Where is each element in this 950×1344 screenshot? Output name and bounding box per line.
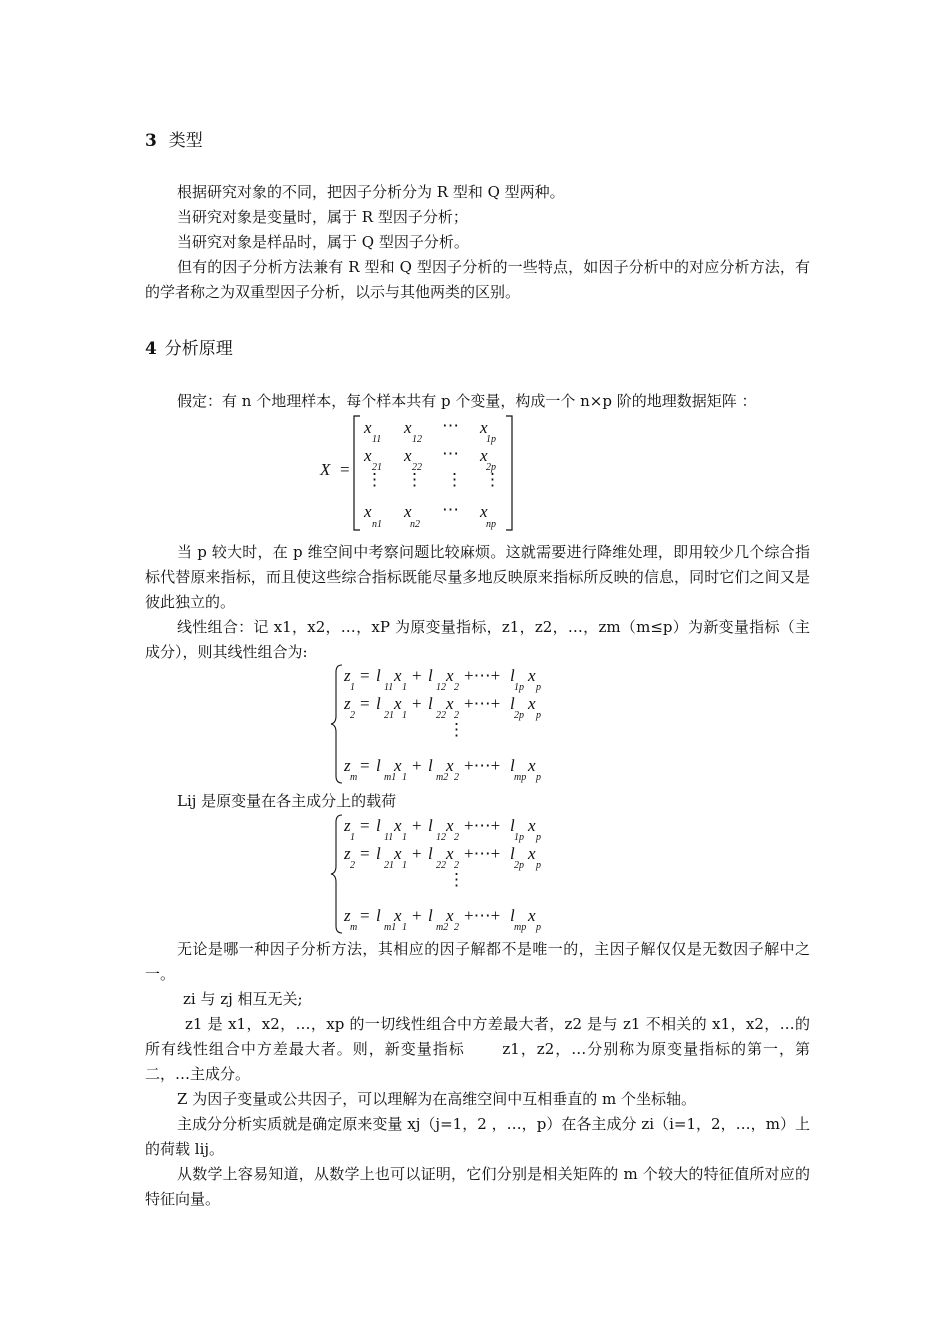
paragraph-eigen: 从数学上容易知道，从数学上也可以证明，它们分别是相关矩阵的 m 个较大的特征值所对应的特征向量。 (145, 1165, 810, 1208)
matrix-subscript: 12 (412, 434, 422, 445)
paragraph: 根据研究对象的不同，把因子分析分为 R 型和 Q 型两种。 (177, 183, 565, 201)
eq-l: l (510, 816, 515, 835)
paragraph-Z: Z 为因子变量或公共因子，可以理解为在高维空间中互相垂直的 m 个坐标轴。 (177, 1090, 696, 1108)
eq-z: z (344, 906, 351, 925)
eq-x-subscript: 1 (402, 710, 407, 721)
matrix-subscript: 2p (486, 462, 496, 473)
matrix-subscript: 11 (372, 434, 382, 445)
eq-x-subscript: p (536, 832, 541, 843)
eq-x: x (394, 906, 402, 925)
eq-l: l (428, 694, 433, 713)
eq-x: x (446, 666, 454, 685)
eq-l: l (376, 816, 381, 835)
eq-x-subscript: p (536, 682, 541, 693)
left-brace (330, 664, 344, 784)
eq-x-subscript: 2 (454, 860, 459, 871)
eq-plus: + (412, 816, 422, 835)
paragraph: 当研究对象是变量时，属于 R 型因子分析； (177, 208, 468, 226)
linear-combination-system (330, 662, 580, 786)
eq-x-subscript: 2 (454, 832, 459, 843)
left-brace (330, 814, 344, 934)
eq-z-subscript: m (350, 772, 358, 783)
matrix-cell: x (404, 446, 412, 465)
matrix-cell: ⋯ (442, 416, 459, 435)
eq-l-subscript: 1p (514, 682, 524, 693)
eq-l-subscript: 12 (436, 682, 446, 693)
eq-plus: + (412, 694, 422, 713)
eq-l: l (510, 694, 515, 713)
matrix-cell: ⋮ (484, 470, 501, 489)
paragraph-lij: Lij 是原变量在各主成分上的载荷 (177, 792, 397, 810)
eq-plus: + (412, 906, 422, 925)
eq-equals: = (360, 816, 370, 835)
eq-l-subscript: 22 (436, 710, 446, 721)
eq-vdots: ⋮ (448, 720, 465, 739)
matrix-subscript: 22 (412, 462, 422, 473)
matrix-subscript: 1p (486, 434, 496, 445)
eq-l: l (376, 756, 381, 775)
data-matrix (300, 410, 540, 536)
matrix-subscript: n2 (410, 519, 420, 530)
paragraph-z1: z1 是 x1，x2，…，xp 的一切线性组合中方差最大者，z2 是与 z1 不相关的 x1，x2，…的所有线性组合中方差最大者。则，新变量指标 z1，z2，…分别称为原变量指标的第一，第二，…主成分。 (145, 1015, 810, 1083)
eq-l-subscript: 21 (384, 860, 394, 871)
matrix-cell: ⋮ (366, 470, 383, 489)
eq-x: x (394, 666, 402, 685)
section-number: 3 (145, 131, 157, 151)
eq-l-subscript: 2p (514, 710, 524, 721)
eq-z: z (344, 666, 351, 685)
eq-equals: = (360, 906, 370, 925)
eq-ellipsis: +⋯+ (464, 756, 501, 775)
eq-x: x (446, 694, 454, 713)
section-number: 4 (145, 339, 157, 359)
eq-l: l (428, 756, 433, 775)
eq-equals: = (360, 844, 370, 863)
eq-x-subscript: 1 (402, 772, 407, 783)
eq-x-subscript: p (536, 772, 541, 783)
eq-equals: = (360, 756, 370, 775)
eq-l: l (510, 844, 515, 863)
eq-x: x (446, 816, 454, 835)
eq-x: x (394, 756, 402, 775)
eq-ellipsis: +⋯+ (464, 844, 501, 863)
matrix-cell: x (364, 446, 372, 465)
eq-z: z (344, 844, 351, 863)
eq-l: l (376, 906, 381, 925)
eq-ellipsis: +⋯+ (464, 666, 501, 685)
eq-l: l (428, 844, 433, 863)
paragraph-essence: 主成分分析实质就是确定原来变量 xj（j=1，2 ，…，p）在各主成分 zi（i=1，2，…，m）上的荷载 lij。 (145, 1115, 810, 1158)
section-title: 类型 (168, 131, 203, 151)
matrix-subscript: 21 (372, 462, 382, 473)
matrix-cell: x (404, 418, 412, 437)
matrix-subscript: n1 (372, 519, 382, 530)
eq-x: x (394, 816, 402, 835)
eq-l: l (428, 906, 433, 925)
eq-vdots: ⋮ (448, 870, 465, 889)
eq-x-subscript: 1 (402, 682, 407, 693)
eq-x: x (394, 844, 402, 863)
paragraph-unique: 无论是哪一种因子分析方法，其相应的因子解都不是唯一的，主因子解仅仅是无数因子解中之一。 (145, 940, 810, 983)
eq-x-subscript: 2 (454, 682, 459, 693)
eq-x-subscript: p (536, 922, 541, 933)
eq-z: z (344, 816, 351, 835)
matrix-cell: x (480, 418, 488, 437)
eq-x: x (394, 694, 402, 713)
eq-x: x (446, 906, 454, 925)
eq-l: l (376, 844, 381, 863)
eq-l-subscript: 11 (384, 682, 394, 693)
eq-l-subscript: 1p (514, 832, 524, 843)
eq-x: x (528, 816, 536, 835)
eq-l-subscript: mp (514, 772, 527, 783)
paragraph-indep: zi 与 zj 相互无关; (183, 990, 303, 1008)
eq-x-subscript: 2 (454, 922, 459, 933)
matrix-cell: x (480, 502, 488, 521)
loading-system (330, 812, 580, 936)
matrix-cell: ⋮ (406, 470, 423, 489)
eq-x-subscript: 1 (402, 860, 407, 871)
eq-x: x (528, 844, 536, 863)
eq-x: x (528, 906, 536, 925)
eq-plus: + (412, 666, 422, 685)
section-title: 分析原理 (164, 339, 233, 359)
eq-ellipsis: +⋯+ (464, 816, 501, 835)
eq-equals: = (360, 694, 370, 713)
eq-l-subscript: m2 (436, 922, 449, 933)
paragraph-assume: 假定：有 n 个地理样本，每个样本共有 p 个变量，构成一个 n×p 阶的地理数据矩阵 ： (177, 392, 757, 410)
eq-x-subscript: p (536, 860, 541, 871)
eq-x-subscript: 1 (402, 922, 407, 933)
eq-l-subscript: m1 (384, 922, 397, 933)
paragraph: 当研究对象是样品时，属于 Q 型因子分析。 (177, 233, 469, 251)
eq-x: x (446, 756, 454, 775)
eq-x-subscript: p (536, 710, 541, 721)
section-3-heading (145, 126, 203, 151)
eq-z: z (344, 694, 351, 713)
eq-z-subscript: m (350, 922, 358, 933)
eq-l-subscript: 21 (384, 710, 394, 721)
paragraph: 但有的因子分析方法兼有 R 型和 Q 型因子分析的一些特点，如因子分析中的对应分析方法，有的学者称之为双重型因子分析，以示与其他两类的区别。 (145, 258, 810, 301)
eq-x: x (528, 756, 536, 775)
matrix-cell: x (364, 502, 372, 521)
eq-l-subscript: 2p (514, 860, 524, 871)
eq-z-subscript: 2 (350, 710, 355, 721)
paragraph-large-p: 当 p 较大时，在 p 维空间中考察问题比较麻烦。这就需要进行降维处理，即用较少几个综合指标代替原来指标，而且使这些综合指标既能尽量多地反映原来指标所反映的信息，同时它们之间又是彼此独立的。 (145, 543, 810, 611)
eq-plus: + (412, 844, 422, 863)
eq-z-subscript: 1 (350, 832, 355, 843)
eq-l: l (428, 816, 433, 835)
matrix-subscript: np (486, 519, 496, 530)
eq-l: l (376, 666, 381, 685)
eq-plus: + (412, 756, 422, 775)
eq-l-subscript: m2 (436, 772, 449, 783)
eq-l-subscript: mp (514, 922, 527, 933)
eq-x-subscript: 2 (454, 710, 459, 721)
eq-l: l (510, 666, 515, 685)
matrix-cell: x (480, 446, 488, 465)
eq-z-subscript: 1 (350, 682, 355, 693)
eq-l: l (510, 756, 515, 775)
matrix-cell: x (364, 418, 372, 437)
eq-z: z (344, 756, 351, 775)
matrix-cell: ⋮ (446, 470, 463, 489)
eq-l: l (376, 694, 381, 713)
eq-l: l (510, 906, 515, 925)
eq-z-subscript: 2 (350, 860, 355, 871)
eq-equals: = (360, 666, 370, 685)
section-4-heading (145, 334, 233, 359)
eq-x: x (446, 844, 454, 863)
matrix-cell: ⋯ (442, 444, 459, 463)
eq-l-subscript: 12 (436, 832, 446, 843)
eq-ellipsis: +⋯+ (464, 694, 501, 713)
eq-x: x (528, 694, 536, 713)
eq-l-subscript: 11 (384, 832, 394, 843)
matrix-cell: ⋯ (442, 500, 459, 519)
matrix-cell: x (404, 502, 412, 521)
eq-l-subscript: 22 (436, 860, 446, 871)
eq-l-subscript: m1 (384, 772, 397, 783)
eq-x: x (528, 666, 536, 685)
eq-ellipsis: +⋯+ (464, 906, 501, 925)
eq-l: l (428, 666, 433, 685)
eq-x-subscript: 2 (454, 772, 459, 783)
equals-sign: = (340, 460, 350, 479)
eq-x-subscript: 1 (402, 832, 407, 843)
paragraph-linear: 线性组合：记 x1，x2，…，xP 为原变量指标，z1，z2，…，zm（m≤p）为新变量指标（主成分），则其线性组合为: (145, 618, 810, 661)
matrix-lhs: X (320, 460, 331, 479)
